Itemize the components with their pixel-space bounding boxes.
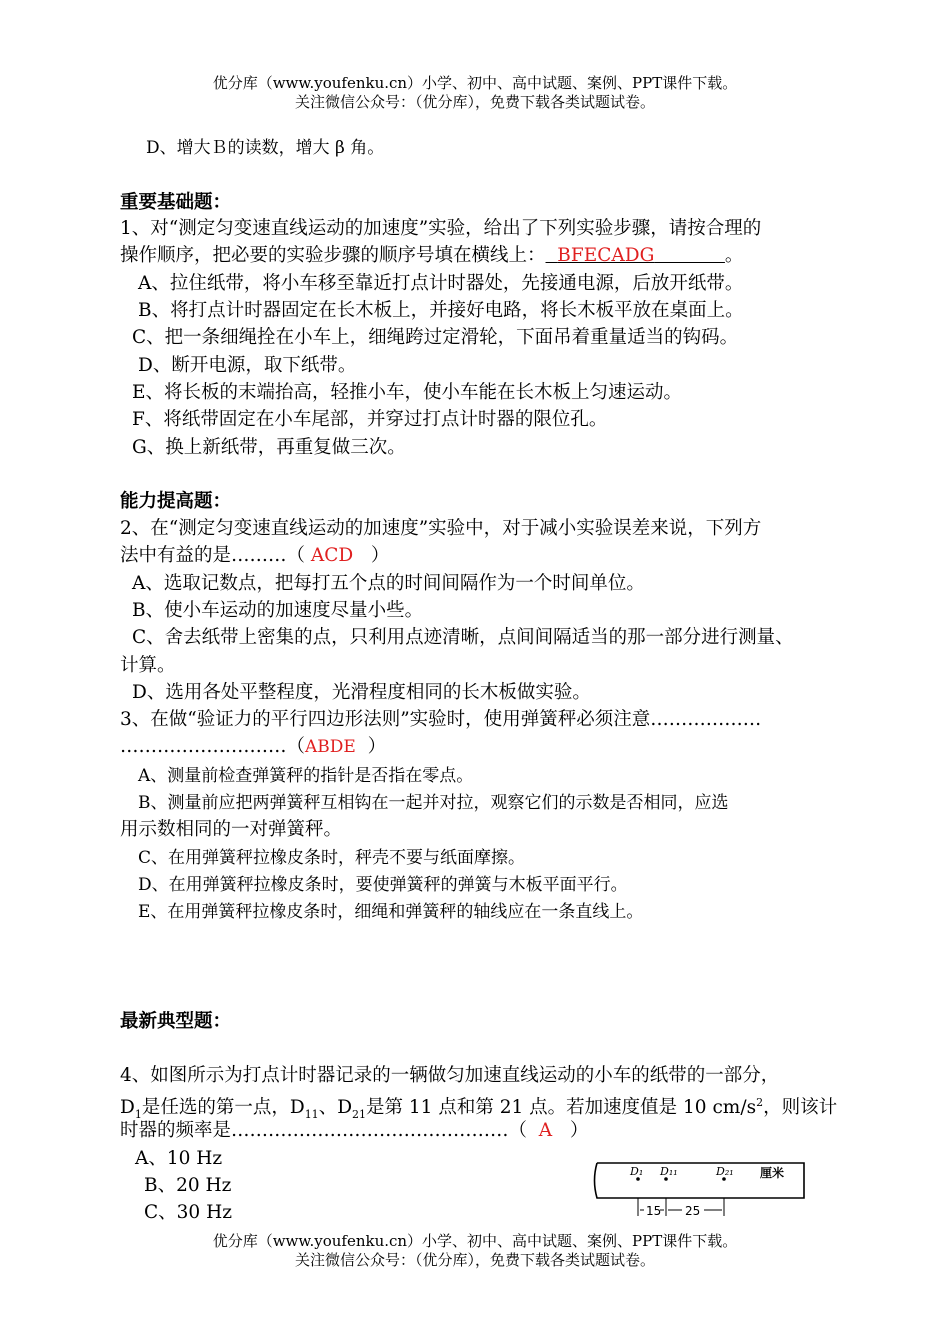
q4-d1-label: D	[120, 1097, 135, 1119]
tape-label-d11: D₁₁	[660, 1165, 678, 1178]
tape-dist-1: 15	[646, 1204, 662, 1218]
q2-prompt: 法中有益的是………（	[120, 545, 306, 566]
tape-label-d1: D₁	[630, 1165, 644, 1178]
q3-option-c: C、在用弹簧秤拉橡皮条时，秤壳不要与纸面摩擦。	[138, 848, 526, 868]
q2-option-a: A、选取记数点，把每打五个点的时间间隔作为一个时间单位。	[132, 573, 645, 594]
header-line-2: 关注微信公众号：（优分库），免费下载各类试题试卷。	[294, 93, 655, 111]
q3-suffix: ）	[367, 736, 387, 757]
q1-option-f: F、将纸带固定在小车尾部，并穿过打点计时器的限位孔。	[132, 409, 608, 430]
q4-text-b: 、D	[318, 1097, 353, 1119]
q1-answer: BFECADG	[557, 245, 655, 266]
q4-option-c: C、30 Hz	[144, 1202, 232, 1223]
q4-sup: 2	[756, 1096, 764, 1109]
q2-option-d: D、选用各处平整程度，光滑程度相同的长木板做实验。	[132, 682, 591, 703]
q1-prompt: 操作顺序，把必要的实验步骤的顺序号填在横线上：	[120, 245, 546, 266]
q1-line-1: 1、对“测定匀变速直线运动的加速度”实验，给出了下列实验步骤，请按合理的	[120, 218, 762, 239]
q3-option-b: B、测量前应把两弹簧秤互相钩在一起并对拉，观察它们的示数是否相同，应选	[138, 793, 729, 813]
q3-line-2	[120, 733, 386, 761]
footer-line-2: 关注微信公众号：（优分库），免费下载各类试题试卷。	[294, 1251, 655, 1269]
q1-option-a: A、拉住纸带，将小车移至靠近打点计时器处，先接通电源，后放开纸带。	[138, 273, 744, 294]
q4-line-3	[120, 1117, 588, 1145]
q3-prompt: ………………………（	[120, 736, 306, 757]
q3-option-e: E、在用弹簧秤拉橡皮条时，细绳和弹簧秤的轴线应在一条直线上。	[138, 902, 644, 922]
q2-line-1: 2、在“测定匀变速直线运动的加速度”实验中，对于减小实验误差来说，下列方	[120, 518, 762, 539]
q4-line-1: 4、如图所示为打点计时器记录的一辆做匀加速直线运动的小车的纸带的一部分，	[120, 1065, 780, 1086]
q3-line-1: 3、在做“验证力的平行四边形法则”实验时，使用弹簧秤必须注意………………	[120, 709, 762, 730]
q2-suffix: ）	[370, 545, 390, 566]
q4-option-b: B、20 Hz	[144, 1175, 232, 1196]
q4-d11-sub: 11	[304, 1107, 319, 1121]
q1-suffix: 。	[724, 245, 744, 266]
q3-answer: ABDE	[305, 737, 356, 757]
q2-answer: ACD	[310, 545, 354, 566]
q2-option-b: B、使小车运动的加速度尽量小些。	[132, 600, 424, 621]
q4-answer: A	[538, 1120, 553, 1141]
q1-option-d: D、断开电源，取下纸带。	[138, 355, 357, 376]
section-advanced-title: 能力提高题：	[120, 491, 232, 512]
q4-d1-sub: 1	[134, 1107, 142, 1121]
q4-d21-sub: 21	[352, 1107, 367, 1121]
q1-option-b: B、将打点计时器固定在长木板上，并接好电路，将长木板平放在桌面上。	[138, 300, 744, 321]
q4-text-e: ，则该计	[763, 1097, 838, 1119]
section-basic-title: 重要基础题：	[120, 192, 232, 213]
q2-option-c-cont: 计算。	[120, 655, 176, 676]
paper-tape-figure	[592, 1158, 807, 1222]
footer-line-1: 优分库（www.youfenku.cn）小学、初中、高中试题、案例、PPT课件下载。	[212, 1232, 738, 1250]
q3-option-a: A、测量前检查弹簧秤的指针是否指在零点。	[138, 766, 474, 786]
q4-text-c: 是第 11 点和第 21 点。若加速度值是 10 cm/s	[366, 1097, 757, 1119]
prev-option-d: D、增大Ｂ的读数，增大 β 角。	[146, 138, 385, 158]
q1-option-c: C、把一条细绳拴在小车上，细绳跨过定滑轮，下面吊着重量适当的钩码。	[132, 327, 739, 348]
header-line-1: 优分库（www.youfenku.cn）小学、初中、高中试题、案例、PPT课件下载。	[212, 74, 738, 92]
q3-option-b-cont: 用示数相同的一对弹簧秤。	[120, 819, 343, 840]
tape-unit: 厘米	[760, 1166, 785, 1180]
q1-option-e: E、将长板的末端抬高，轻推小车，使小车能在长木板上匀速运动。	[132, 382, 683, 403]
q4-suffix: ）	[569, 1120, 589, 1141]
q4-option-a: A、10 Hz	[135, 1148, 223, 1169]
q1-line-2	[120, 242, 743, 270]
tape-dist-2: 25	[685, 1204, 701, 1218]
q1-answer-blank	[546, 245, 725, 266]
q1-option-g: G、换上新纸带，再重复做三次。	[132, 437, 406, 458]
q4-prompt: 时器的频率是………………………………………（	[120, 1120, 528, 1141]
section-latest-title: 最新典型题：	[120, 1011, 232, 1032]
q3-option-d: D、在用弹簧秤拉橡皮条时，要使弹簧秤的弹簧与木板平面平行。	[138, 875, 628, 895]
q4-text-a: 是任选的第一点，D	[141, 1097, 305, 1119]
tape-label-d21: D₂₁	[716, 1165, 734, 1178]
q2-line-2	[120, 542, 389, 570]
q2-option-c: C、舍去纸带上密集的点，只利用点迹清晰，点间间隔适当的那一部分进行测量、	[132, 627, 794, 648]
